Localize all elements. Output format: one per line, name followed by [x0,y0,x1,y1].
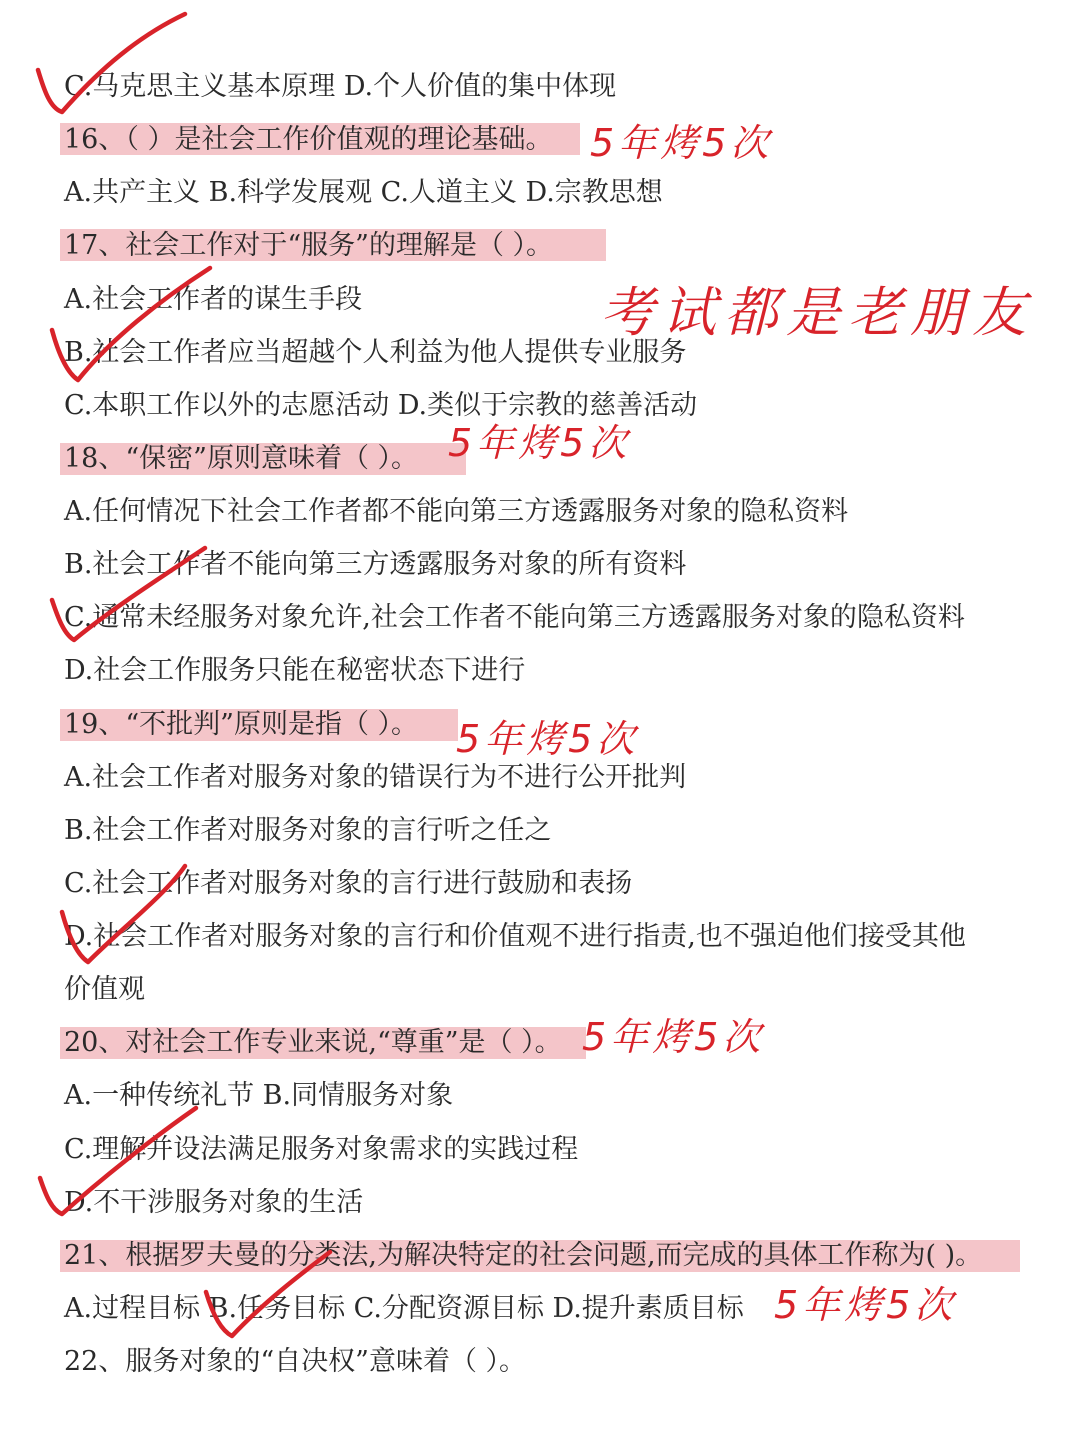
question-21: 21、根据罗夫曼的分类法,为解决特定的社会问题,而完成的具体工作称为( )。 [64,1240,983,1271]
option-line: A.社会工作者对服务对象的错误行为不进行公开批判 [64,762,687,793]
option-line: D.社会工作服务只能在秘密状态下进行 [64,655,526,686]
option-line: A.任何情况下社会工作者都不能向第三方透露服务对象的隐私资料 [64,496,849,527]
handwritten-note: 5年烤5次 [774,1283,957,1327]
option-line: C.本职工作以外的志愿活动 D.类似于宗教的慈善活动 [64,390,698,421]
option-line: C.通常未经服务对象允许,社会工作者不能向第三方透露服务对象的隐私资料 [64,602,965,633]
option-line: A.社会工作者的谋生手段 [64,284,363,315]
option-line: A.一种传统礼节 B.同情服务对象 [64,1080,454,1111]
option-line: A.过程目标 B.任务目标 C.分配资源目标 D.提升素质目标 [64,1293,744,1324]
option-line: B.社会工作者应当超越个人利益为他人提供专业服务 [64,337,687,368]
handwritten-note: 5年烤5次 [582,1015,765,1059]
question-22: 22、服务对象的“自决权”意味着（ ）。 [64,1346,527,1377]
handwritten-note: 5年烤5次 [448,421,631,465]
question-18: 18、“保密”原则意味着（ ）。 [64,443,419,474]
option-line: C.社会工作者对服务对象的言行进行鼓励和表扬 [64,868,633,899]
option-line: C.理解并设法满足服务对象需求的实践过程 [64,1134,579,1165]
option-line: D.社会工作者对服务对象的言行和价值观不进行指责,也不强迫他们接受其他 [64,921,966,952]
option-line: B.社会工作者对服务对象的言行听之任之 [64,815,552,846]
handwritten-note-large: 考试都是老朋友 [600,281,1034,344]
question-20: 20、对社会工作专业来说,“尊重”是（ ）。 [64,1027,562,1058]
question-16: 16、（ ）是社会工作价值观的理论基础。 [64,124,553,155]
option-line: C.马克思主义基本原理 D.个人价值的集中体现 [64,71,617,102]
handwritten-note: 5年烤5次 [590,121,773,165]
question-19: 19、“不批判”原则是指（ ）。 [64,709,419,740]
option-line: A.共产主义 B.科学发展观 C.人道主义 D.宗教思想 [64,177,663,208]
option-line: 价值观 [64,974,145,1005]
option-line: D.不干涉服务对象的生活 [64,1187,364,1218]
option-line: B.社会工作者不能向第三方透露服务对象的所有资料 [64,549,687,580]
question-17: 17、社会工作对于“服务”的理解是（ ）。 [64,230,554,261]
handwritten-note: 5年烤5次 [456,717,639,761]
